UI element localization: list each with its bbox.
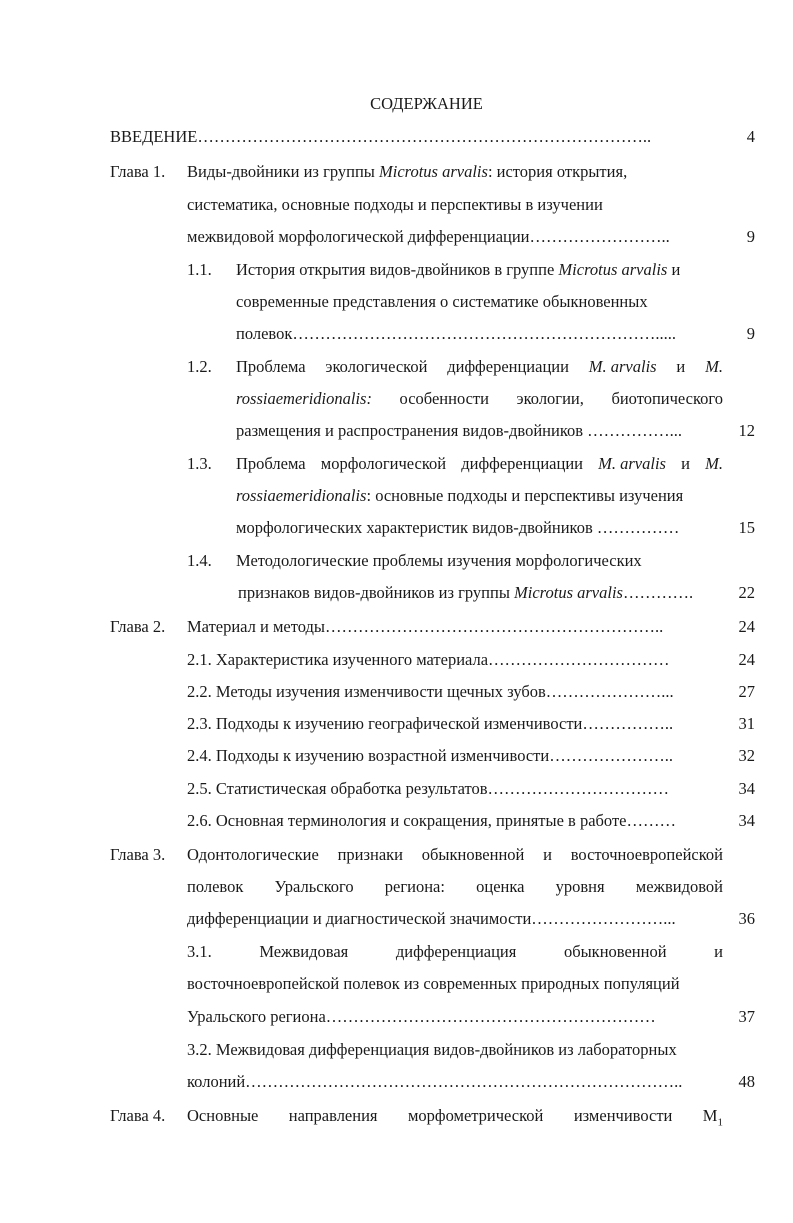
word: региона: (384, 877, 445, 896)
word: Межвидовая (259, 942, 349, 961)
chapter-label: Глава 2. (110, 617, 166, 636)
toc-entry-2-3[interactable]: 2.3. Подходы к изучению географической изменчивости…………….. (187, 714, 674, 733)
word: обыкновенной (563, 942, 667, 961)
section-number: 1.3. (187, 454, 212, 473)
word: обыкновенной (421, 845, 525, 864)
word: Уральского (274, 877, 354, 896)
word: признаки (337, 845, 404, 864)
species-name: rossiaemeridionalis: (236, 389, 372, 408)
page-title: СОДЕРЖАНИЕ (370, 94, 483, 113)
text-segment: История открытия видов-двойников в группе (236, 260, 559, 279)
toc-entry-ch1[interactable] (187, 162, 627, 182)
word: биотопического (611, 389, 723, 408)
toc-entry-2-4[interactable]: 2.4. Подходы к изучению возрастной изменчивости………………….. (187, 746, 673, 765)
word: и (714, 942, 723, 961)
page-number: 9 (746, 227, 755, 246)
entry-text-line: восточноевропейской полевок из современных природных популяций (187, 974, 680, 993)
word: M. (588, 357, 607, 376)
text-segment: Виды-двойники из группы (187, 162, 379, 181)
entry-text-line: дифференциации и диагностической значимости……………………... (187, 909, 676, 928)
page-number: 36 (738, 909, 755, 928)
page-number: 37 (738, 1007, 755, 1026)
toc-entry-3-1[interactable] (187, 942, 723, 962)
word: особенности (399, 389, 489, 408)
word: экологической (325, 357, 428, 376)
word: морфометрической (407, 1106, 544, 1125)
species-name: Microtus arvalis (514, 583, 623, 602)
toc-entry-intro[interactable] (110, 127, 651, 147)
text-segment: : история открытия, (487, 162, 628, 181)
species-name (589, 357, 657, 377)
text-segment: : основные подходы и перспективы изучения (366, 486, 684, 505)
page-number: 15 (738, 518, 755, 537)
entry-text-line (187, 877, 723, 897)
entry-label: ВВЕДЕНИЕ (110, 127, 198, 146)
entry-text-line: межвидовой морфологической дифференциации…………………….. (187, 227, 670, 246)
chapter-label: Глава 1. (110, 162, 166, 181)
word: Проблема (236, 454, 306, 473)
word: направления (288, 1106, 378, 1125)
word: arvalis (620, 454, 666, 473)
tooth-letter: M (702, 1106, 718, 1125)
section-number: 1.2. (187, 357, 212, 376)
tooth-subscript: 1 (717, 1116, 723, 1129)
page-number: 12 (738, 421, 755, 440)
entry-text-line: колоний…………………………………………………………………….. (187, 1072, 683, 1091)
page-number: 22 (738, 583, 755, 602)
page-number: 31 (738, 714, 755, 733)
entry-text-line: современные представления о систематике обыкновенных (236, 292, 648, 311)
chapter-label: Глава 3. (110, 845, 166, 864)
entry-text-line (236, 389, 723, 409)
species-name (598, 454, 666, 474)
word: и (676, 357, 686, 376)
word: Проблема (236, 357, 306, 376)
leader-dots: …………. (622, 583, 694, 602)
word: и (543, 845, 552, 864)
entry-text-line (238, 583, 693, 603)
page-number: 27 (738, 682, 755, 701)
page-number: 48 (738, 1072, 755, 1091)
word: M. (705, 454, 723, 473)
species-name: rossiaemeridionalis (236, 486, 367, 505)
word: M. (598, 454, 616, 473)
leader-dots: ……………………………………………………………………….. (197, 127, 652, 146)
word: морфологической (320, 454, 447, 473)
word: дифференциации (461, 454, 583, 473)
tooth-designation (703, 1106, 723, 1132)
toc-entry-2-5[interactable]: 2.5. Статистическая обработка результатов…………………………… (187, 779, 670, 798)
page-number: 24 (738, 650, 755, 669)
entry-text-line: систематика, основные подходы и перспективы в изучении (187, 195, 603, 214)
word: Основные (187, 1106, 259, 1125)
word: экологии, (516, 389, 584, 408)
entry-text-line: размещения и распространения видов-двойников ……………... (236, 421, 683, 440)
word: Одонтологические (187, 845, 319, 864)
word: дифференциация (395, 942, 517, 961)
page-number: 9 (746, 324, 755, 343)
text-segment: признаков видов-двойников из группы (238, 583, 515, 602)
toc-entry-2-1[interactable]: 2.1. Характеристика изученного материала…………………………… (187, 650, 670, 669)
toc-entry-1-1[interactable] (236, 260, 680, 280)
word: уровня (555, 877, 605, 896)
toc-entry-3-2[interactable]: 3.2. Межвидовая дифференциация видов-двойников из лабораторных (187, 1040, 677, 1059)
entry-text-line: морфологических характеристик видов-двойников …………… (236, 518, 680, 537)
word: оценка (476, 877, 525, 896)
page-number: 34 (738, 811, 755, 830)
word: межвидовой (635, 877, 723, 896)
toc-entry-ch3[interactable] (187, 845, 723, 865)
toc-entry-2-6[interactable]: 2.6. Основная терминология и сокращения, принятые в работе……… (187, 811, 676, 830)
species-name: Microtus arvalis (379, 162, 488, 181)
toc-entry-2-2[interactable]: 2.2. Методы изучения изменчивости щечных зубов…………………... (187, 682, 674, 701)
page-number: 4 (746, 127, 755, 146)
page-number: 32 (738, 746, 755, 765)
chapter-label: Глава 4. (110, 1106, 166, 1125)
word: полевок (187, 877, 244, 896)
entry-text-line: Уральского региона…………………………………………………… (187, 1007, 656, 1026)
word: и (681, 454, 690, 473)
entry-text-line: полевок…………………………………………………………..... (236, 324, 676, 343)
toc-entry-1-4[interactable]: Методологические проблемы изучения морфологических (236, 551, 642, 570)
page-number: 34 (738, 779, 755, 798)
word: восточноевропейской (570, 845, 723, 864)
section-number: 1.1. (187, 260, 212, 279)
word: arvalis (610, 357, 657, 376)
toc-entry-1-3[interactable] (236, 454, 723, 474)
species-name: Microtus arvalis (558, 260, 668, 279)
toc-entry-ch4[interactable] (187, 1106, 723, 1132)
page-number: 24 (738, 617, 755, 636)
toc-entry-ch2[interactable]: Материал и методы…………………………………………………….. (187, 617, 664, 636)
word: изменчивости (573, 1106, 673, 1125)
entry-text-line (236, 486, 683, 506)
word: дифференциации (447, 357, 569, 376)
word: 3.1. (187, 942, 212, 961)
word: M. (705, 357, 723, 376)
toc-entry-1-2[interactable] (236, 357, 723, 377)
section-number: 1.4. (187, 551, 212, 570)
text-segment: и (667, 260, 681, 279)
